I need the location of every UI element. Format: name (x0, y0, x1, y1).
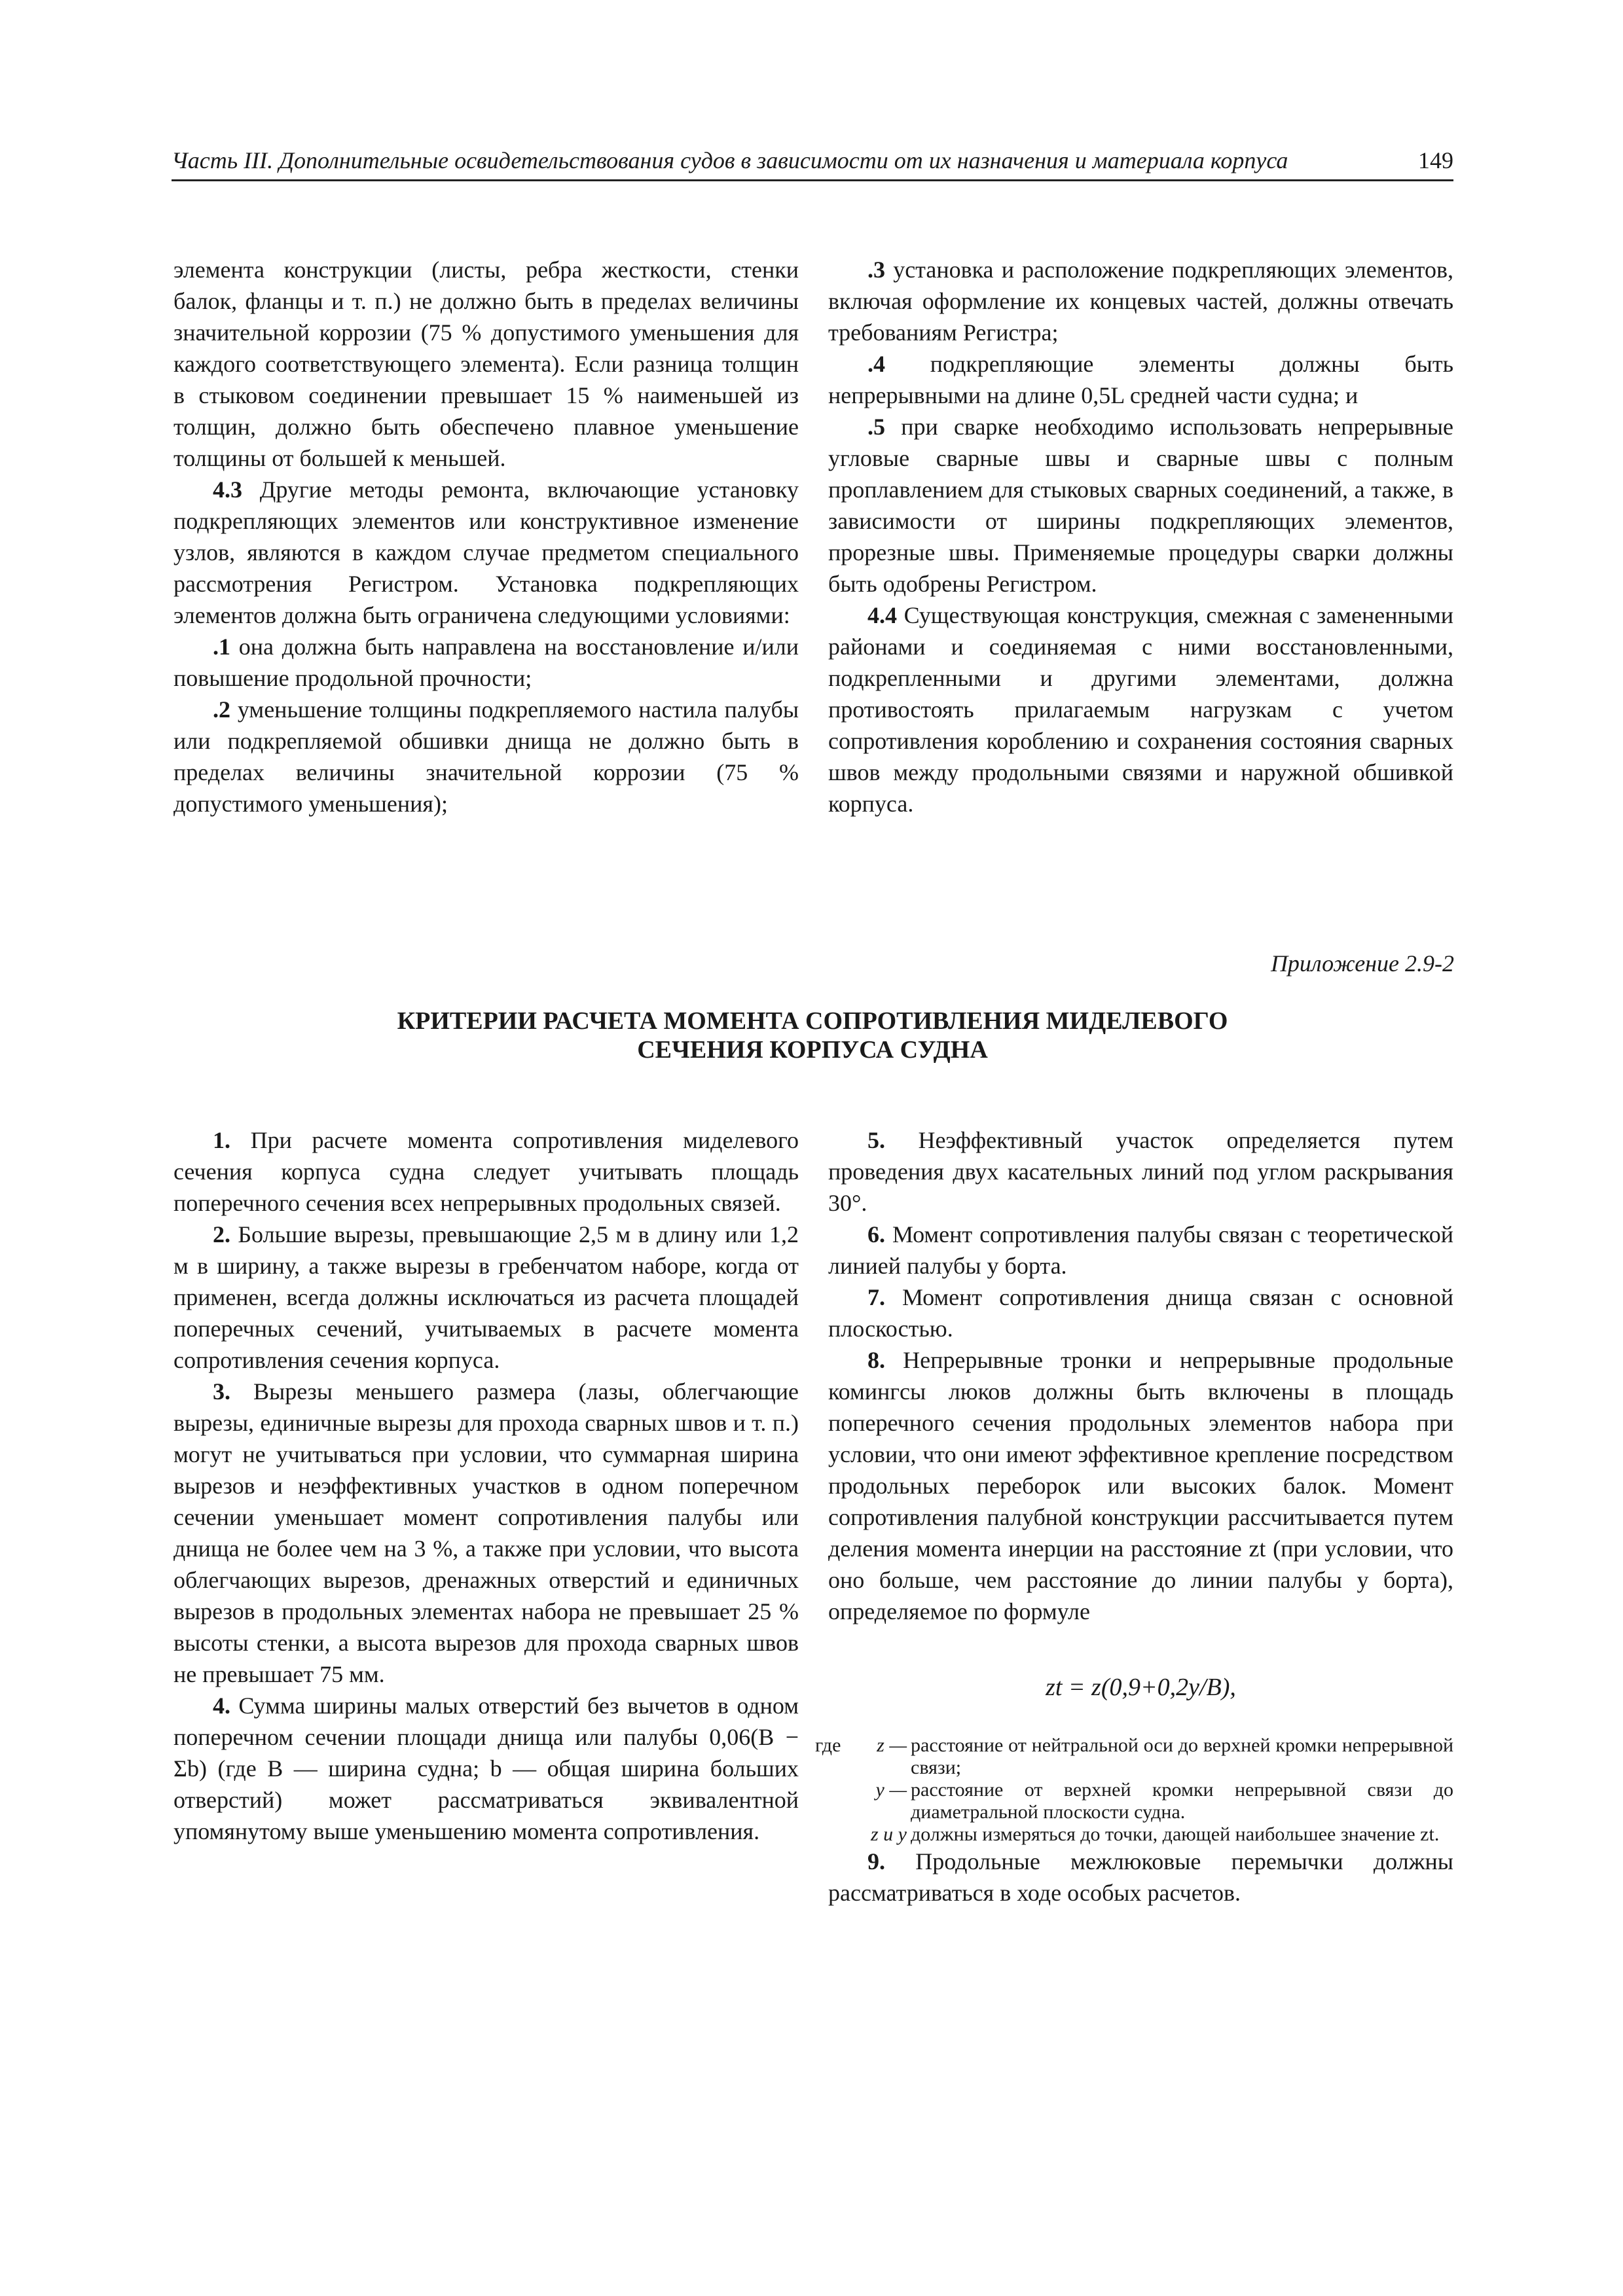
variable-definitions (815, 1734, 1453, 1846)
column-right-bottom (815, 1124, 1453, 1909)
definition-key: z и y (871, 1823, 907, 1845)
paragraph-9 (828, 1846, 1453, 1909)
section-title-line: КРИТЕРИИ РАСЧЕТА МОМЕНТА СОПРОТИВЛЕНИЯ МИДЕЛЕВОГО (397, 1007, 1228, 1035)
column-left-top (173, 254, 799, 819)
definition-text: расстояние от верхней кромки непрерывной связи до диаметральной плоскости судна. (911, 1779, 1453, 1823)
clause-number: 4.4 (867, 602, 897, 628)
definition-row (815, 1779, 1453, 1823)
paragraph-item-3 (828, 254, 1453, 348)
paragraph (173, 254, 799, 474)
paragraph-text: уменьшение толщины подкрепляемого настила палубы или подкрепляемой обшивки днища не должно быть в пределах величины значительной коррозии (75 % допустимого уменьшения); (173, 696, 799, 817)
running-header (172, 143, 1453, 181)
page-number: 149 (1418, 147, 1453, 173)
definition-key: z — (877, 1734, 907, 1756)
section-title (172, 1007, 1453, 1064)
paragraph-text: установка и расположение подкрепляющих элементов, включая оформление их концевых частей, должны отвечать требованиям Регистра; (828, 257, 1453, 346)
where-label: где (815, 1734, 841, 1756)
paragraph-item-5 (828, 411, 1453, 600)
paragraph-text: Существующая конструкция, смежная с замененными районами и соединяемая с ними восстановленными, подкрепленными и другими элементами, должна противостоять прилагаемым нагрузкам с учетом сопротивления короблению и сохранения состояния сварных швов между продольными связями и наружной обшивкой корпуса. (828, 602, 1453, 817)
paragraph-item-2 (173, 694, 799, 819)
paragraph-text: подкрепляющие элементы должны быть непрерывными на длине 0,5L средней части судна; и (828, 351, 1453, 408)
clause-number: 3. (213, 1378, 230, 1405)
paragraph-5 (828, 1124, 1453, 1219)
paragraph-6 (828, 1219, 1453, 1282)
paragraph-text: Другие методы ремонта, включающие установку подкрепляющих элементов или конструктивное изменение узлов, являются в каждом случае предметом специального рассмотрения Регистром. Установка подкрепляющих элементов должна быть ограничена следующими условиями: (173, 476, 799, 628)
paragraph-8 (828, 1344, 1453, 1627)
clause-number: .2 (213, 696, 230, 723)
header-title: Часть III. Дополнительные освидетельствования судов в зависимости от их назначения и материала корпуса (172, 147, 1288, 173)
paragraph-text: при сварке необходимо использовать непрерывные угловые сварные швы и сварные швы с полным проплавлением для стыковых сварных соединений, а также, в зависимости от ширины подкрепляющих элементов, прорезные швы. Применяемые процедуры сварки должны быть одобрены Регистром. (828, 414, 1453, 597)
clause-number: 7. (867, 1284, 885, 1310)
clause-number: 1. (213, 1127, 230, 1153)
clause-number: 9. (867, 1848, 885, 1874)
paragraph-text: элемента конструкции (листы, ребра жесткости, стенки балок, фланцы и т. п.) не должно быть в пределах величины значительной коррозии (75 % допустимого уменьшения для каждого соответствующего элемента). Если разница толщин в стыковом соединении превышает 15 % наименьшей из толщин, должно быть обеспечено плавное уменьшение толщины от большей к меньшей. (173, 257, 799, 471)
paragraph-text: При расчете момента сопротивления миделевого сечения корпуса судна следует учитывать площадь поперечного сечения всех непрерывных продольных связей. (173, 1127, 799, 1216)
paragraph-text: Непрерывные тронки и непрерывные продольные комингсы люков должны быть включены в площадь поперечного сечения продольных элементов набора при условии, что они имеют эффективное крепление посредством продольных переборок или высоких балок. Момент сопротивления палубной конструкции рассчитывается путем деления момента инерции на расстояние zt (при условии, что оно больше, чем расстояние до линии палубы у борта), определяемое по формуле (828, 1347, 1453, 1624)
column-right-top (828, 254, 1453, 819)
clause-number: .1 (213, 634, 230, 660)
paragraph-item-4 (828, 348, 1453, 411)
appendix-label: Приложение 2.9-2 (1270, 950, 1454, 977)
clause-number: .3 (867, 257, 885, 283)
clause-number: 6. (867, 1221, 885, 1247)
paragraph-3 (173, 1376, 799, 1690)
definition-text: расстояние от нейтральной оси до верхней кромки непрерывной связи; (911, 1734, 1453, 1778)
paragraph-1 (173, 1124, 799, 1219)
clause-number: 5. (867, 1127, 885, 1153)
paragraph-text: Сумма ширины малых отверстий без вычетов в одном поперечном сечении площади днища или палубы 0,06(B − Σb) (где B — ширина судна; b — общая ширина больших отверстий) может рассматриваться эквивалентной упомянутому выше уменьшению момента сопротивления. (173, 1693, 799, 1844)
paragraph-2 (173, 1219, 799, 1376)
clause-number: .5 (867, 414, 885, 440)
paragraph-text: Большие вырезы, превышающие 2,5 м в длину или 1,2 м в ширину, а также вырезы в гребенчатом наборе, когда от применен, всегда должны исключаться из расчета площадей поперечных сечений, учитываемых в расчете момента сопротивления сечения корпуса. (173, 1221, 799, 1373)
paragraph-4 (173, 1690, 799, 1847)
paragraph-text: Момент сопротивления днища связан с основной плоскостью. (828, 1284, 1453, 1342)
paragraph-4-3 (173, 474, 799, 631)
clause-number: 4.3 (213, 476, 242, 503)
definition-text: должны измеряться до точки, дающей наибольшее значение zt. (911, 1823, 1440, 1845)
definition-row (815, 1734, 1453, 1779)
clause-number: 8. (867, 1347, 885, 1373)
clause-number: .4 (867, 351, 885, 377)
paragraph-7 (828, 1282, 1453, 1344)
column-left-bottom (173, 1124, 799, 1847)
definition-row (815, 1823, 1453, 1846)
formula: zt = z(0,9+0,2y/B), (1046, 1674, 1236, 1701)
paragraph-text: Момент сопротивления палубы связан с теоретической линией палубы у борта. (828, 1221, 1453, 1279)
section-title-line: СЕЧЕНИЯ КОРПУСА СУДНА (637, 1036, 988, 1064)
clause-number: 4. (213, 1693, 230, 1719)
paragraph-4-4 (828, 600, 1453, 819)
paragraph-item-1 (173, 631, 799, 694)
paragraph-text: Продольные межлюковые перемычки должны рассматриваться в ходе особых расчетов. (828, 1848, 1453, 1906)
definition-key: y — (875, 1779, 907, 1801)
clause-number: 2. (213, 1221, 230, 1247)
paragraph-text: Вырезы меньшего размера (лазы, облегчающие вырезы, единичные вырезы для прохода сварных швов и т. п.) могут не учитываться при условии, что суммарная ширина вырезов и неэффективных участков в одном поперечном сечении уменьшает момент сопротивления палубы или днища не более чем на 3 %, а также при условии, что высота облегчающих вырезов, дренажных отверстий и единичных вырезов в продольных элементах набора не превышает 25 % высоты стенки, а высота вырезов для прохода сварных швов не превышает 75 мм. (173, 1378, 799, 1687)
paragraph-text: Неэффективный участок определяется путем проведения двух касательных линий под углом раскрывания 30°. (828, 1127, 1453, 1216)
paragraph-text: она должна быть направлена на восстановление и/или повышение продольной прочности; (173, 634, 799, 691)
